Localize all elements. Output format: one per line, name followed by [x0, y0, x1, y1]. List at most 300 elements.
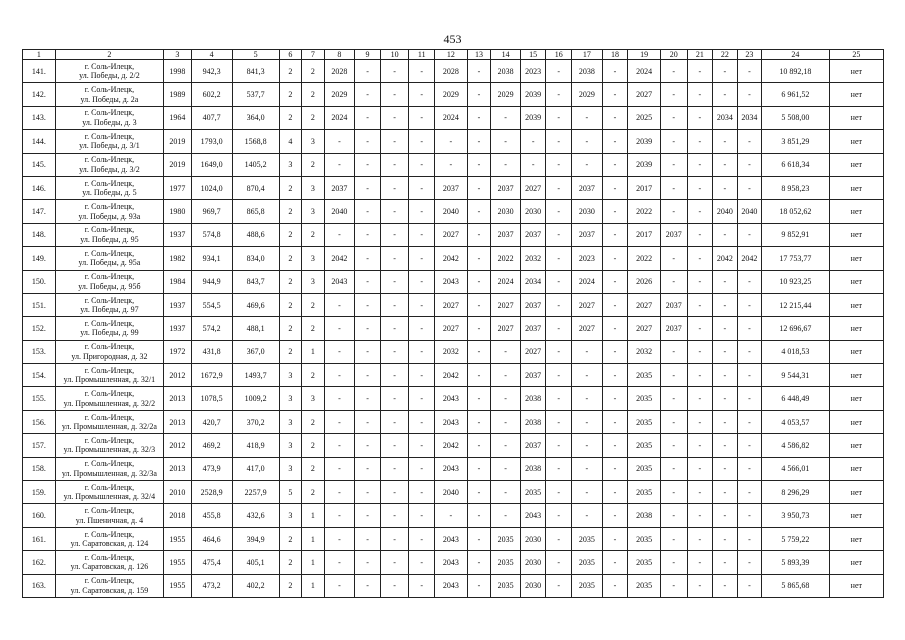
area-total-cell: 574,8 — [191, 223, 232, 246]
address-street: ул. Промышленная, д. 32/4 — [63, 492, 156, 502]
c10-cell: - — [380, 410, 409, 433]
year-cell: 1937 — [164, 317, 192, 340]
c11-cell: - — [409, 83, 435, 106]
address-city: г. Соль-Илецк, — [84, 389, 135, 399]
num-cell: 159. — [23, 481, 56, 504]
year-cell: 1937 — [164, 223, 192, 246]
status-cell: нет — [829, 551, 883, 574]
column-header: 18 — [602, 50, 628, 60]
c14-cell: - — [491, 106, 521, 129]
c23-cell: - — [737, 527, 762, 550]
address-street: ул. Саратовская, д. 124 — [70, 539, 149, 548]
entrances-cell: 2 — [302, 223, 324, 246]
year-cell: 1980 — [164, 200, 192, 223]
c17-cell: 2035 — [572, 527, 603, 550]
area-living-cell: 1568,8 — [232, 130, 279, 153]
c10-cell: - — [380, 223, 409, 246]
c14-cell: - — [491, 364, 521, 387]
c18-cell: - — [602, 223, 628, 246]
c8-cell: 2024 — [324, 106, 355, 129]
num-cell: 158. — [23, 457, 56, 480]
status-cell: нет — [829, 434, 883, 457]
area-total-cell: 1793,0 — [191, 130, 232, 153]
area-total-cell: 1024,0 — [191, 176, 232, 199]
status-cell: нет — [829, 364, 883, 387]
address-street: ул. Промышленная, д. 32/1 — [63, 375, 156, 385]
c14-cell: 2035 — [491, 527, 521, 550]
area-living-cell: 865,8 — [232, 200, 279, 223]
address-street: ул. Пригородная, д. 32 — [71, 351, 148, 361]
c12-cell: 2043 — [435, 551, 468, 574]
c13-cell: - — [467, 387, 491, 410]
column-header: 22 — [713, 50, 738, 60]
column-number-row — [23, 50, 884, 60]
floors-cell: 2 — [279, 293, 301, 316]
c16-cell: - — [546, 153, 572, 176]
c18-cell: - — [602, 410, 628, 433]
c12-cell: 2043 — [435, 387, 468, 410]
c22-cell: - — [713, 83, 738, 106]
c10-cell: - — [380, 551, 409, 574]
c15-cell: 2023 — [520, 60, 546, 83]
c19-cell: 2022 — [628, 247, 661, 270]
table-row — [23, 176, 884, 199]
column-header: 3 — [164, 50, 192, 60]
c18-cell: - — [602, 364, 628, 387]
c22-cell: - — [713, 176, 738, 199]
status-cell: нет — [829, 247, 883, 270]
c23-cell: - — [737, 504, 762, 527]
c13-cell: - — [467, 504, 491, 527]
year-cell: 2019 — [164, 130, 192, 153]
address-street: ул. Пшеничная, д. 4 — [75, 515, 144, 525]
status-cell: нет — [829, 176, 883, 199]
c20-cell: - — [660, 527, 687, 550]
c23-cell: 2034 — [737, 106, 762, 129]
c16-cell: - — [546, 574, 572, 597]
c17-cell: - — [572, 387, 603, 410]
year-cell: 1984 — [164, 270, 192, 293]
num-cell: 154. — [23, 364, 56, 387]
area-total-cell: 455,8 — [191, 504, 232, 527]
address-cell — [55, 481, 163, 504]
c12-cell: 2027 — [435, 293, 468, 316]
column-header: 5 — [232, 50, 279, 60]
c17-cell: 2024 — [572, 270, 603, 293]
c17-cell: 2027 — [572, 317, 603, 340]
column-header: 21 — [687, 50, 713, 60]
c14-cell: 2022 — [491, 247, 521, 270]
c23-cell: - — [737, 551, 762, 574]
status-cell: нет — [829, 527, 883, 550]
c22-cell: - — [713, 527, 738, 550]
c15-cell: 2030 — [520, 527, 546, 550]
c16-cell: - — [546, 410, 572, 433]
c10-cell: - — [380, 247, 409, 270]
column-header: 24 — [762, 50, 829, 60]
entrances-cell: 1 — [302, 340, 324, 363]
c8-cell: - — [324, 481, 355, 504]
c10-cell: - — [380, 176, 409, 199]
address-street: ул. Промышленная, д. 32/3 — [63, 445, 156, 455]
c12-cell: 2027 — [435, 223, 468, 246]
c9-cell: - — [355, 551, 381, 574]
c23-cell: 2042 — [737, 247, 762, 270]
c19-cell: 2024 — [628, 60, 661, 83]
c17-cell: - — [572, 504, 603, 527]
c11-cell: - — [409, 504, 435, 527]
table-row — [23, 317, 884, 340]
c15-cell: 2037 — [520, 434, 546, 457]
cost-cell: 3 851,29 — [762, 130, 829, 153]
c16-cell: - — [546, 457, 572, 480]
c14-cell: 2027 — [491, 317, 521, 340]
c20-cell: - — [660, 200, 687, 223]
c23-cell: - — [737, 83, 762, 106]
entrances-cell: 2 — [302, 106, 324, 129]
address-city: г. Соль-Илецк, — [84, 131, 135, 141]
column-header: 14 — [491, 50, 521, 60]
c12-cell: 2029 — [435, 83, 468, 106]
num-cell: 145. — [23, 153, 56, 176]
cost-cell: 9 852,91 — [762, 223, 829, 246]
c20-cell: - — [660, 247, 687, 270]
c10-cell: - — [380, 106, 409, 129]
c12-cell: 2043 — [435, 574, 468, 597]
c23-cell: - — [737, 340, 762, 363]
status-cell: нет — [829, 83, 883, 106]
cost-cell: 17 753,77 — [762, 247, 829, 270]
c16-cell: - — [546, 504, 572, 527]
address-street: ул. Промышленная, д. 32/3а — [61, 468, 157, 478]
c17-cell: 2029 — [572, 83, 603, 106]
year-cell: 2012 — [164, 434, 192, 457]
c10-cell: - — [380, 200, 409, 223]
year-cell: 1955 — [164, 551, 192, 574]
table-row — [23, 434, 884, 457]
table-row — [23, 481, 884, 504]
status-cell: нет — [829, 223, 883, 246]
address-city: г. Соль-Илецк, — [84, 459, 135, 469]
c21-cell: - — [687, 223, 713, 246]
c21-cell: - — [687, 340, 713, 363]
c17-cell: - — [572, 130, 603, 153]
c22-cell: - — [713, 364, 738, 387]
c14-cell: - — [491, 153, 521, 176]
c10-cell: - — [380, 130, 409, 153]
area-living-cell: 418,9 — [232, 434, 279, 457]
entrances-cell: 2 — [302, 83, 324, 106]
address-street: ул. Саратовская, д. 159 — [70, 585, 149, 595]
area-total-cell: 473,9 — [191, 457, 232, 480]
area-total-cell: 934,1 — [191, 247, 232, 270]
num-cell: 144. — [23, 130, 56, 153]
c21-cell: - — [687, 60, 713, 83]
c16-cell: - — [546, 60, 572, 83]
cost-cell: 18 052,62 — [762, 200, 829, 223]
c18-cell: - — [602, 270, 628, 293]
area-living-cell: 834,0 — [232, 247, 279, 270]
c12-cell: 2042 — [435, 364, 468, 387]
c22-cell: - — [713, 340, 738, 363]
column-header: 23 — [737, 50, 762, 60]
area-total-cell: 602,2 — [191, 83, 232, 106]
c16-cell: - — [546, 364, 572, 387]
c16-cell: - — [546, 83, 572, 106]
c9-cell: - — [355, 83, 381, 106]
c21-cell: - — [687, 574, 713, 597]
address-street: ул. Промышленная, д. 32/2а — [61, 422, 157, 432]
entrances-cell: 1 — [302, 574, 324, 597]
year-cell: 2019 — [164, 153, 192, 176]
address-city: г. Соль-Илецк, — [84, 482, 135, 492]
area-living-cell: 402,2 — [232, 574, 279, 597]
c19-cell: 2035 — [628, 527, 661, 550]
status-cell: нет — [829, 200, 883, 223]
c16-cell: - — [546, 551, 572, 574]
c10-cell: - — [380, 340, 409, 363]
c23-cell: - — [737, 410, 762, 433]
c19-cell: 2035 — [628, 481, 661, 504]
area-living-cell: 841,3 — [232, 60, 279, 83]
year-cell: 2012 — [164, 364, 192, 387]
c9-cell: - — [355, 130, 381, 153]
c17-cell: 2027 — [572, 293, 603, 316]
status-cell: нет — [829, 106, 883, 129]
c14-cell: 2029 — [491, 83, 521, 106]
area-living-cell: 870,4 — [232, 176, 279, 199]
c16-cell: - — [546, 223, 572, 246]
c9-cell: - — [355, 387, 381, 410]
c9-cell: - — [355, 504, 381, 527]
area-total-cell: 1078,5 — [191, 387, 232, 410]
num-cell: 155. — [23, 387, 56, 410]
area-living-cell: 364,0 — [232, 106, 279, 129]
c17-cell: 2035 — [572, 574, 603, 597]
c23-cell: - — [737, 481, 762, 504]
c17-cell: - — [572, 410, 603, 433]
address-cell — [55, 200, 163, 223]
c19-cell: 2027 — [628, 317, 661, 340]
table-row — [23, 410, 884, 433]
c19-cell: 2026 — [628, 270, 661, 293]
table-row — [23, 457, 884, 480]
c19-cell: 2035 — [628, 434, 661, 457]
status-cell: нет — [829, 504, 883, 527]
c23-cell: - — [737, 574, 762, 597]
address-street: ул. Победы, д. 95б — [78, 281, 141, 291]
floors-cell: 2 — [279, 574, 301, 597]
table-row — [23, 247, 884, 270]
c8-cell: - — [324, 364, 355, 387]
address-city: г. Соль-Илецк, — [84, 272, 135, 282]
c23-cell: - — [737, 317, 762, 340]
status-cell: нет — [829, 340, 883, 363]
c14-cell: - — [491, 130, 521, 153]
c10-cell: - — [380, 527, 409, 550]
c15-cell: 2038 — [520, 387, 546, 410]
c8-cell: - — [324, 223, 355, 246]
c14-cell: - — [491, 434, 521, 457]
c14-cell: - — [491, 481, 521, 504]
address-city: г. Соль-Илецк, — [84, 248, 135, 258]
status-cell: нет — [829, 574, 883, 597]
c19-cell: 2017 — [628, 176, 661, 199]
area-living-cell: 394,9 — [232, 527, 279, 550]
floors-cell: 3 — [279, 364, 301, 387]
c15-cell: 2027 — [520, 340, 546, 363]
c8-cell: 2042 — [324, 247, 355, 270]
status-cell: нет — [829, 410, 883, 433]
c9-cell: - — [355, 574, 381, 597]
table-row — [23, 340, 884, 363]
area-total-cell: 574,2 — [191, 317, 232, 340]
c19-cell: 2035 — [628, 551, 661, 574]
c18-cell: - — [602, 527, 628, 550]
table-body — [23, 60, 884, 598]
c22-cell: - — [713, 223, 738, 246]
floors-cell: 3 — [279, 457, 301, 480]
c23-cell: - — [737, 223, 762, 246]
c17-cell: 2023 — [572, 247, 603, 270]
c12-cell: 2042 — [435, 434, 468, 457]
c18-cell: - — [602, 481, 628, 504]
c10-cell: - — [380, 457, 409, 480]
area-living-cell: 432,6 — [232, 504, 279, 527]
address-city: г. Соль-Илецк, — [84, 576, 135, 586]
c21-cell: - — [687, 434, 713, 457]
num-cell: 157. — [23, 434, 56, 457]
c19-cell: 2035 — [628, 387, 661, 410]
cost-cell: 4 586,82 — [762, 434, 829, 457]
c16-cell: - — [546, 130, 572, 153]
table-row — [23, 574, 884, 597]
c14-cell: - — [491, 504, 521, 527]
c8-cell: - — [324, 153, 355, 176]
cost-cell: 6 961,52 — [762, 83, 829, 106]
c10-cell: - — [380, 60, 409, 83]
address-city: г. Соль-Илецк, — [84, 412, 135, 422]
c16-cell: - — [546, 340, 572, 363]
c22-cell: - — [713, 387, 738, 410]
address-city: г. Соль-Илецк, — [84, 318, 135, 328]
address-city: г. Соль-Илецк, — [84, 108, 135, 118]
entrances-cell: 1 — [302, 504, 324, 527]
c21-cell: - — [687, 317, 713, 340]
c10-cell: - — [380, 364, 409, 387]
address-city: г. Соль-Илецк, — [84, 178, 135, 188]
address-street: ул. Победы, д. 2а — [80, 94, 139, 104]
c16-cell: - — [546, 317, 572, 340]
c8-cell: 2037 — [324, 176, 355, 199]
address-cell — [55, 457, 163, 480]
c23-cell: - — [737, 270, 762, 293]
c9-cell: - — [355, 223, 381, 246]
c22-cell: - — [713, 457, 738, 480]
c20-cell: - — [660, 434, 687, 457]
c11-cell: - — [409, 527, 435, 550]
address-cell — [55, 317, 163, 340]
c19-cell: 2017 — [628, 223, 661, 246]
c13-cell: - — [467, 200, 491, 223]
c20-cell: - — [660, 60, 687, 83]
c9-cell: - — [355, 200, 381, 223]
floors-cell: 2 — [279, 60, 301, 83]
c17-cell: 2038 — [572, 60, 603, 83]
address-city: г. Соль-Илецк, — [84, 365, 135, 375]
floors-cell: 3 — [279, 504, 301, 527]
num-cell: 161. — [23, 527, 56, 550]
address-cell — [55, 364, 163, 387]
cost-cell: 12 215,44 — [762, 293, 829, 316]
c15-cell: - — [520, 130, 546, 153]
c20-cell: - — [660, 457, 687, 480]
area-total-cell: 420,7 — [191, 410, 232, 433]
c19-cell: 2035 — [628, 364, 661, 387]
c20-cell: 2037 — [660, 317, 687, 340]
column-header: 6 — [279, 50, 301, 60]
c18-cell: - — [602, 247, 628, 270]
c13-cell: - — [467, 270, 491, 293]
c11-cell: - — [409, 364, 435, 387]
c23-cell: - — [737, 364, 762, 387]
area-total-cell: 407,7 — [191, 106, 232, 129]
year-cell: 1955 — [164, 527, 192, 550]
c9-cell: - — [355, 410, 381, 433]
c15-cell: 2037 — [520, 223, 546, 246]
table-row — [23, 106, 884, 129]
column-header: 17 — [572, 50, 603, 60]
table-row — [23, 270, 884, 293]
address-street: ул. Промышленная, д. 32/2 — [63, 398, 156, 408]
table-row — [23, 223, 884, 246]
c9-cell: - — [355, 60, 381, 83]
c15-cell: 2034 — [520, 270, 546, 293]
floors-cell: 2 — [279, 83, 301, 106]
c9-cell: - — [355, 270, 381, 293]
c21-cell: - — [687, 293, 713, 316]
c11-cell: - — [409, 130, 435, 153]
c21-cell: - — [687, 504, 713, 527]
year-cell: 2018 — [164, 504, 192, 527]
c11-cell: - — [409, 387, 435, 410]
entrances-cell: 2 — [302, 317, 324, 340]
year-cell: 1955 — [164, 574, 192, 597]
num-cell: 146. — [23, 176, 56, 199]
num-cell: 149. — [23, 247, 56, 270]
address-street: ул. Саратовская, д. 126 — [70, 562, 149, 572]
area-living-cell: 370,2 — [232, 410, 279, 433]
c18-cell: - — [602, 293, 628, 316]
c9-cell: - — [355, 340, 381, 363]
table-row — [23, 527, 884, 550]
entrances-cell: 2 — [302, 410, 324, 433]
table-row — [23, 200, 884, 223]
column-header: 20 — [660, 50, 687, 60]
entrances-cell: 2 — [302, 457, 324, 480]
c14-cell: 2024 — [491, 270, 521, 293]
c9-cell: - — [355, 293, 381, 316]
c18-cell: - — [602, 387, 628, 410]
cost-cell: 5 508,00 — [762, 106, 829, 129]
num-cell: 152. — [23, 317, 56, 340]
c14-cell: - — [491, 340, 521, 363]
c10-cell: - — [380, 293, 409, 316]
c14-cell: 2037 — [491, 223, 521, 246]
area-total-cell: 464,6 — [191, 527, 232, 550]
c15-cell: 2038 — [520, 410, 546, 433]
c19-cell: 2038 — [628, 504, 661, 527]
